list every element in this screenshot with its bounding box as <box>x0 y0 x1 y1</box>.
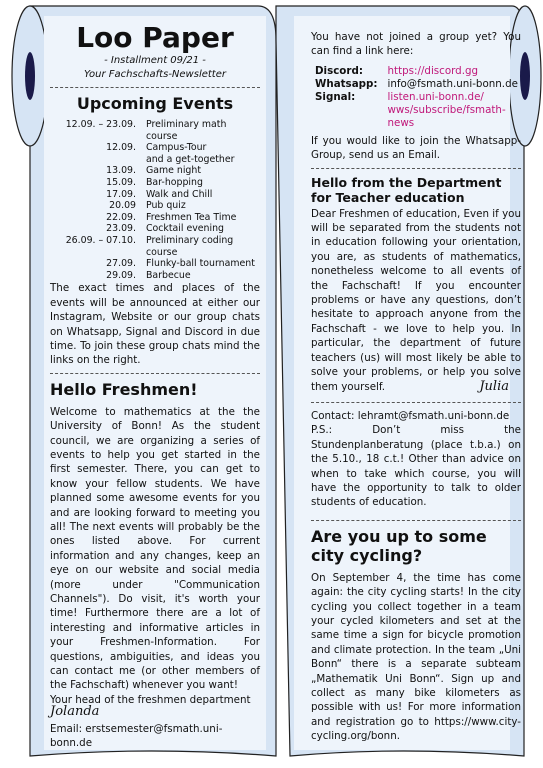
event-row <box>54 258 260 270</box>
events-table <box>54 119 260 281</box>
event-name: Pub quiz <box>146 200 186 212</box>
freshmen-heading: Hello Freshmen! <box>50 379 198 399</box>
event-date: 13.09. <box>106 165 136 177</box>
signature-jolanda: Jolanda <box>50 704 100 720</box>
event-date: 29.09. <box>106 269 136 281</box>
event-date: 20.09 <box>109 200 136 212</box>
event-date: 15.09. <box>106 176 136 188</box>
links-intro: You have not joined a group yet? You can find a link here: <box>311 31 521 58</box>
right-roll-hole <box>520 52 530 100</box>
divider <box>50 87 260 88</box>
link-label: Discord: <box>315 64 363 77</box>
event-date: 22.09. <box>106 211 136 223</box>
event-name: Preliminary math course <box>146 119 227 142</box>
event-date: 12.09. – 23.09. <box>65 119 136 130</box>
teacher-contact: Contact: lehramt@fsmath.uni-bonn.de <box>311 409 510 422</box>
event-row <box>54 142 260 154</box>
freshmen-text: Welcome to mathematics at the the University of Bonn! As the student council, we are organizing a series of events to help you get started in the first semester. There, you can get to know your fellow students. We have planned some awesome events for you and are looking forward to meeting you all! The next events will probably be the ones listed above. For current information and any changes, keep an eye on our website and social media (more under "Communication Channels"). Do visit, it's worth your time! Furthermore there are a lot of interesting and informative articles in your Freshmen-Information. For questions, ambiguities, and ideas you can contact me (or other members of the Fachschaft) whenever you want! <box>50 405 260 692</box>
freshmen-email: Email: erstsemester@fsmath.uni-bonn.de <box>50 722 223 750</box>
event-date: 23.09. <box>106 223 136 235</box>
event-name: Walk and Chill <box>146 188 213 200</box>
ps-note: P.S.: Don’t miss the Stundenplanberatung (place t.b.a.) on the 5.10., 18 c.t.! Other than advice on when to take which course, you will have the opportunity to talk to older students of education. <box>311 424 521 509</box>
event-date: 27.09. <box>106 258 136 270</box>
event-row <box>54 189 260 201</box>
event-name: Bar-hopping <box>146 176 203 188</box>
event-name: Game night <box>146 165 202 177</box>
events-note: The exact times and places of the events will be announced at either our Instagram, Website or our group chats on Whatsapp, Signal and Discord in due time. To join these group chats mind the links on the right. <box>50 282 260 367</box>
cycling-heading: Are you up to some city cycling? <box>311 526 487 565</box>
whatsapp-note: If you would like to join the Whatsapp-Group, send us an Email. <box>311 134 521 162</box>
links-table <box>315 65 521 130</box>
event-date <box>54 154 146 166</box>
link-value[interactable]: https://discord.gg <box>387 64 479 77</box>
teacher-heading: Hello from the Department for Teacher education <box>311 174 502 205</box>
event-row <box>54 165 260 177</box>
event-date: 12.09. <box>106 142 136 154</box>
link-row <box>315 78 521 91</box>
event-name: Freshmen Tea Time <box>146 211 237 223</box>
link-label: Whatsapp: <box>315 77 378 90</box>
divider <box>50 373 260 374</box>
link-row <box>315 65 521 78</box>
events-heading: Upcoming Events <box>76 94 234 113</box>
event-row <box>54 177 260 189</box>
event-row <box>54 154 260 166</box>
installment-label: - Installment 09/21 - <box>104 55 206 66</box>
left-column <box>50 22 260 751</box>
event-row <box>54 200 260 212</box>
cycling-text: On September 4, the time has come again: the city cycling starts! In the city cycling you collect together in a team your cycled kilometers and set at the same time a sign for bicycle promotion and climate protection. In the team „Uni Bonn“ there is a separate subteam „Mathematik Uni Bonn“. Sign up and collect as many bike kilometers as possible with us! For more information and registration go to https://www.city-cycling.org/bonn. <box>311 571 521 743</box>
divider <box>311 520 521 521</box>
link-row <box>315 91 521 130</box>
sign-off: Your head of the freshmen department <box>50 693 251 706</box>
newsletter-title: Loo Paper <box>76 21 234 54</box>
event-name: Preliminary coding course <box>146 234 234 258</box>
event-row <box>54 212 260 224</box>
left-roll-hole <box>25 52 35 100</box>
event-name: Flunky-ball tournament <box>146 258 255 270</box>
event-row <box>54 235 260 258</box>
divider <box>311 168 521 169</box>
event-name: Cocktail evening <box>146 223 224 235</box>
event-row <box>54 223 260 235</box>
right-column <box>311 30 521 744</box>
divider <box>311 402 521 403</box>
link-value[interactable]: listen.uni-bonn.de/ wws/subscribe/fsmath-news <box>387 90 506 129</box>
event-row <box>54 119 260 142</box>
event-name: Barbecue <box>146 269 191 281</box>
link-label: Signal: <box>315 90 356 103</box>
event-row <box>54 270 260 282</box>
signature-julia: Julia <box>479 378 509 394</box>
link-value[interactable]: info@fsmath.uni-bonn.de <box>387 77 518 90</box>
teacher-text-body: Dear Freshmen of education, Even if you will be separated from the students not in education following your orientation, you are, as students of mathematics, nonetheless welcome to all events of the Fachschaft! If you encounter problems or have any questions, don’t hesitate to approach anyone from the Fachschaft - we love to help you. In particular, the department of future teachers (us) will most likely be able to solve your problems, or help you solve them yourself. <box>311 207 521 393</box>
newsletter-subtitle: Your Fachschafts-Newsletter <box>84 69 226 80</box>
event-name: and a get-together <box>146 153 235 165</box>
event-date: 26.09. – 07.10. <box>65 234 136 246</box>
event-name: Campus-Tour <box>146 142 207 154</box>
teacher-text <box>311 207 521 394</box>
event-date: 17.09. <box>106 188 136 200</box>
